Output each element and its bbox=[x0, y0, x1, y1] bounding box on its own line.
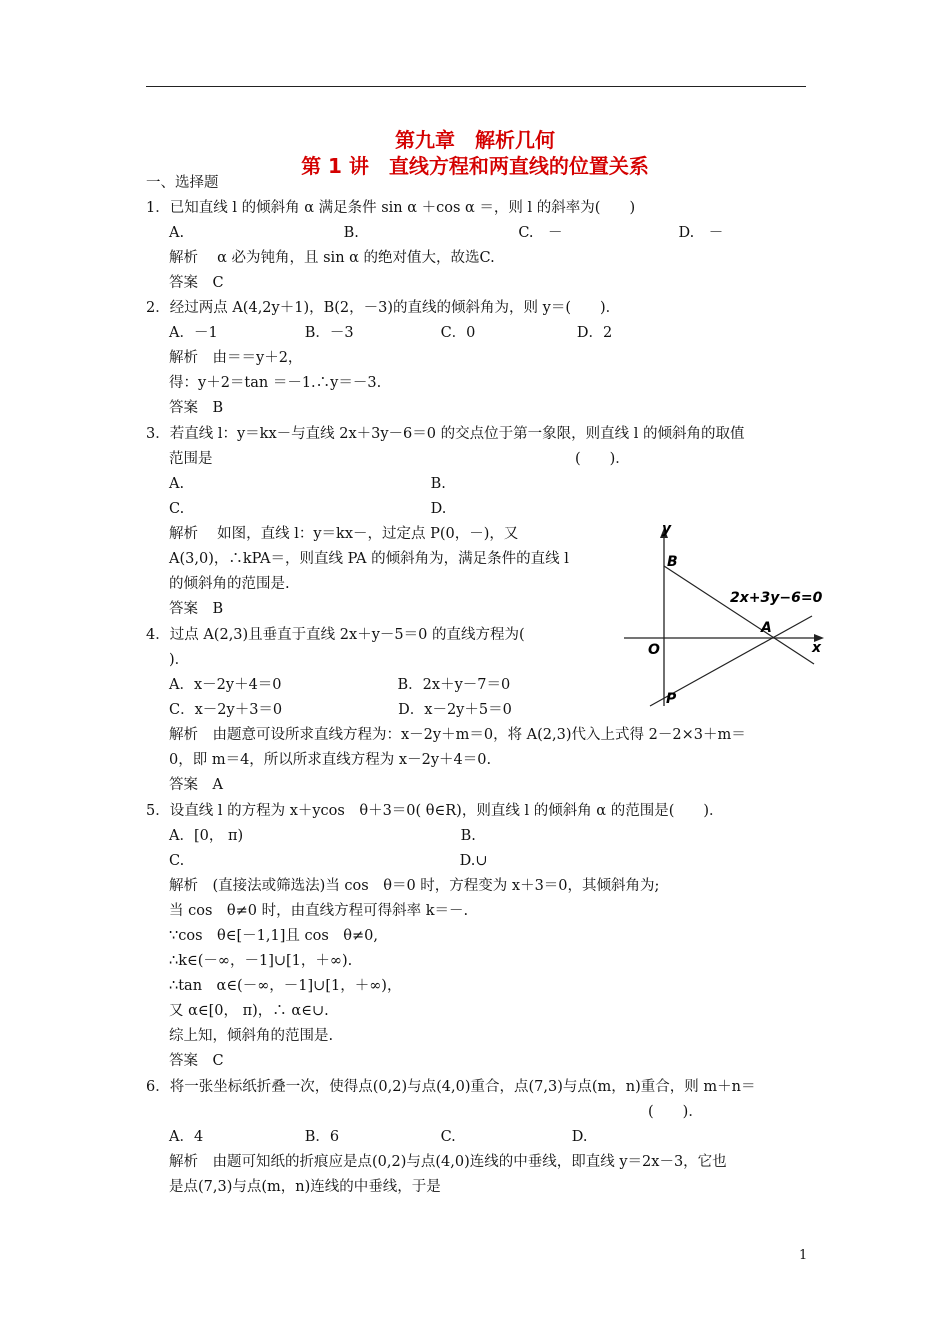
q2-analysis-1: 解析 由＝＝y＋2， bbox=[169, 350, 303, 366]
q3-analysis-3: 的倾斜角的范围是. bbox=[169, 576, 290, 592]
q4-answer: 答案 A bbox=[169, 777, 223, 793]
q5-analysis-6: 又 α∈[0， π)，∴ α∈∪. bbox=[169, 1003, 329, 1019]
question-3: 3．若直线 l：y＝kx－与直线 2x＋3y－6＝0 的交点位于第一象限，则直线 l 的倾斜角的取值 bbox=[146, 426, 745, 442]
q2-options: A．－1 B．－3 C．0 D．2 bbox=[169, 325, 613, 341]
q3-analysis-1: 解析 如图，直线 l：y＝kx－，过定点 P(0，－)，又 bbox=[169, 526, 519, 542]
q5-analysis-3: ∵cos θ∈[－1,1]且 cos θ≠0, bbox=[169, 928, 378, 944]
q6-analysis-2: 是点(7,3)与点(m，n)连线的中垂线，于是 bbox=[169, 1179, 441, 1195]
origin-label: O bbox=[648, 642, 660, 658]
question-6-cont: ( )． bbox=[648, 1104, 703, 1120]
question-4-cont: )． bbox=[169, 652, 190, 668]
line-2x-3y bbox=[664, 566, 814, 664]
q4-analysis-1: 解析 由题意可设所求直线方程为：x－2y＋m＝0，将 A(2,3)代入上式得 2－2×3＋m＝ bbox=[169, 727, 746, 743]
point-b-label: B bbox=[667, 554, 678, 570]
question-4: 4．过点 A(2,3)且垂直于直线 2x＋y－5＝0 的直线方程为( bbox=[146, 627, 525, 643]
q5-options-ab: A．[0， π) B. bbox=[169, 828, 476, 844]
y-axis-label: y bbox=[662, 521, 672, 537]
q5-analysis-5: ∴tan α∈(－∞，－1]∪[1，＋∞)， bbox=[169, 978, 402, 994]
q4-options-ab: A．x－2y＋4＝0 B．2x＋y－7＝0 bbox=[169, 677, 511, 693]
chapter-title: 第九章 解析几何 bbox=[395, 128, 555, 152]
q2-answer: 答案 B bbox=[169, 400, 224, 416]
q1-options: A. B. C. － D. － bbox=[169, 225, 724, 241]
x-axis-label: x bbox=[812, 640, 822, 656]
q1-analysis: 解析 α 必为钝角，且 sin α 的绝对值大，故选C. bbox=[169, 250, 495, 266]
question-2: 2．经过两点 A(4,2y＋1)，B(2，－3)的直线的倾斜角为，则 y＝( )． bbox=[146, 300, 621, 316]
equation-label: 2x+3y−6=0 bbox=[730, 590, 823, 606]
point-a-label: A bbox=[761, 620, 772, 636]
page-number: 1 bbox=[799, 1248, 808, 1263]
lesson-title: 第 1 讲 直线方程和两直线的位置关系 bbox=[301, 154, 649, 178]
q3-analysis-2: A(3,0)，∴kPA＝，则直线 PA 的倾斜角为，满足条件的直线 l bbox=[169, 551, 569, 567]
question-5: 5．设直线 l 的方程为 x＋ycos θ＋3＝0( θ∈R)，则直线 l 的倾斜角 α 的范围是( )． bbox=[146, 803, 724, 819]
point-p-label: P bbox=[666, 691, 677, 707]
q3-options-cd: C. D. bbox=[169, 501, 447, 517]
question-6: 6．将一张坐标纸折叠一次，使得点(0,2)与点(4,0)重合，点(7,3)与点(m，n)重合，则 m＋n＝ bbox=[146, 1079, 756, 1095]
q6-options: A．4 B．6 C. D. bbox=[169, 1129, 588, 1145]
q5-answer: 答案 C bbox=[169, 1053, 224, 1069]
q2-analysis-2: 得：y＋2＝tan ＝－1.∴y＝－3. bbox=[169, 375, 382, 391]
q4-analysis-2: 0，即 m＝4，所以所求直线方程为 x－2y＋4＝0. bbox=[169, 752, 492, 768]
q5-analysis-2: 当 cos θ≠0 时，由直线方程可得斜率 k＝－. bbox=[169, 903, 469, 919]
header-rule bbox=[146, 86, 806, 87]
coordinate-figure bbox=[620, 520, 828, 710]
question-3-cont: 范围是 ( )． bbox=[169, 451, 630, 467]
q5-analysis-1: 解析 (直接法或筛选法)当 cos θ＝0 时，方程变为 x＋3＝0，其倾斜角为; bbox=[169, 878, 660, 894]
q3-options-ab: A. B. bbox=[169, 476, 446, 492]
q5-analysis-4: ∴k∈(－∞，－1]∪[1，＋∞). bbox=[169, 953, 353, 969]
q3-answer: 答案 B bbox=[169, 601, 224, 617]
section-heading: 一、选择题 bbox=[146, 175, 219, 191]
question-1: 1．已知直线 l 的倾斜角 α 满足条件 sin α ＋cos α ＝，则 l 的斜率为( ) bbox=[146, 200, 636, 216]
q1-answer: 答案 C bbox=[169, 275, 224, 291]
q4-options-cd: C．x－2y＋3＝0 D．x－2y＋5＝0 bbox=[169, 702, 512, 718]
q5-analysis-7: 综上知，倾斜角的范围是. bbox=[169, 1028, 334, 1044]
q6-analysis-1: 解析 由题可知纸的折痕应是点(0,2)与点(4,0)连线的中垂线，即直线 y＝2x－3，它也 bbox=[169, 1154, 727, 1170]
q5-options-cd: C. D.∪ bbox=[169, 853, 488, 869]
